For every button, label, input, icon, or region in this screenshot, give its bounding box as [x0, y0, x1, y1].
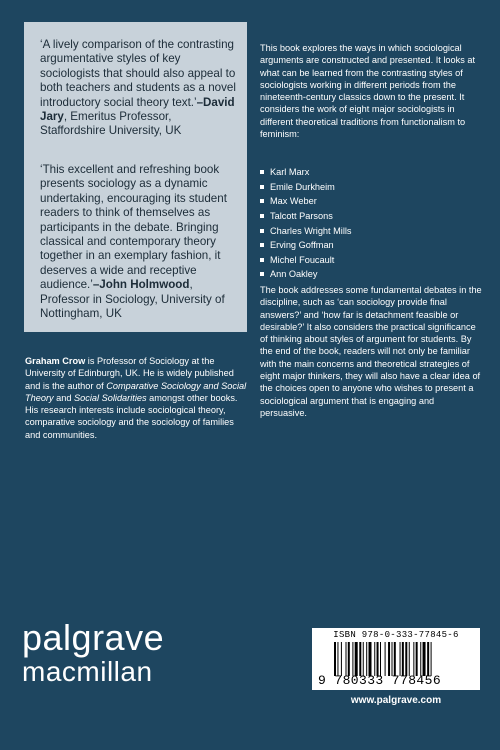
list-item [260, 165, 352, 180]
logo-line-2: macmillan [22, 656, 153, 687]
quote-affiliation: , Emeritus Professor, Staffordshire University, UK [40, 110, 182, 138]
barcode-number: 9 780333 778456 [318, 673, 442, 688]
quote-author: –David Jary [40, 95, 235, 124]
bullet-icon [260, 243, 264, 247]
bullet-icon [260, 185, 264, 189]
list-item [260, 209, 352, 224]
bullet-icon [260, 258, 264, 262]
list-item-label: Karl Marx [270, 167, 310, 178]
quote-author: –John Holmwood [92, 278, 190, 292]
list-item-label: Michel Foucault [270, 254, 335, 265]
author-bio [25, 355, 251, 441]
isbn-label: ISBN 978-0-333-77845-6 [333, 630, 459, 640]
list-item [260, 194, 352, 209]
author-name: Graham Crow [25, 356, 86, 366]
bullet-icon [260, 214, 264, 218]
quote-holmwood [40, 163, 238, 321]
quote-affiliation: , Professor in Sociology, University of Nottingham, UK [40, 278, 225, 321]
website-link[interactable]: www.palgrave.com [350, 695, 442, 706]
list-item [260, 180, 352, 195]
list-item [260, 253, 352, 268]
bio-text: and [53, 392, 75, 403]
list-item-label: Ann Oakley [270, 269, 318, 280]
logo-line-1: palgrave [22, 617, 165, 658]
bullet-icon [260, 229, 264, 233]
barcode-box [312, 628, 480, 690]
quote-text: ‘This excellent and refreshing book presents sociology as a dynamic undertaking, encouraging its student readers to think of themselves as participants in the debate. Bringing classical and contemporary theory together in an exemplary fashion, it deserves a wide and receptive audience.’ [40, 163, 227, 292]
bio-text: amongst other books. His research interests include sociological theory, comparative sociology and the sociology of families and communities. [25, 392, 238, 440]
bullet-icon [260, 272, 264, 276]
bullet-icon [260, 170, 264, 174]
bullet-icon [260, 199, 264, 203]
list-item-label: Emile Durkheim [270, 181, 335, 192]
list-item [260, 223, 352, 238]
list-item-label: Talcott Parsons [270, 211, 333, 222]
bio-text: is Professor of Sociology at the University of Edinburgh, UK. He is widely published and is the author of [25, 356, 234, 391]
barcode-icon [334, 642, 474, 676]
list-item [260, 238, 352, 253]
list-item-label: Max Weber [270, 196, 317, 207]
list-item-label: Charles Wright Mills [270, 225, 352, 236]
blurb-intro: This book explores the ways in which sociological arguments are constructed and presented. It looks at what can be learned from the contrasting styles of sociologists working in different periods from the nineteenth-century classics down to the present. It considers the work of eight major sociologists in different theoretical traditions from functionalism to feminism: [260, 43, 476, 140]
quote-text: ‘A lively comparison of the contrasting argumentative styles of key sociologists that should also appeal to both teachers and students as a novel introductory social theory text.’ [40, 38, 236, 109]
publisher-logo [22, 617, 165, 687]
list-item [260, 267, 352, 282]
quote-jary [40, 38, 238, 139]
list-item-label: Erving Goffman [270, 240, 334, 251]
book-title: Social Solidarities [74, 392, 147, 403]
book-title: Comparative Sociology and Social Theory [25, 380, 247, 403]
blurb-conclusion: The book addresses some fundamental debates in the discipline, such as ‘can sociology provide final answers?’ and ‘how far is detachment feasible or desirable?’ It also considers the practical significance of thinking about styles of argument for students. By the end of the book, readers will not only be familiar with the main concerns and theoretical strategies of eight major thinkers, they will also have a clear idea of the choices open to anyone who wishes to present a sociological argument that is engaging and persuasive. [260, 285, 482, 418]
sociologist-list [260, 165, 352, 282]
